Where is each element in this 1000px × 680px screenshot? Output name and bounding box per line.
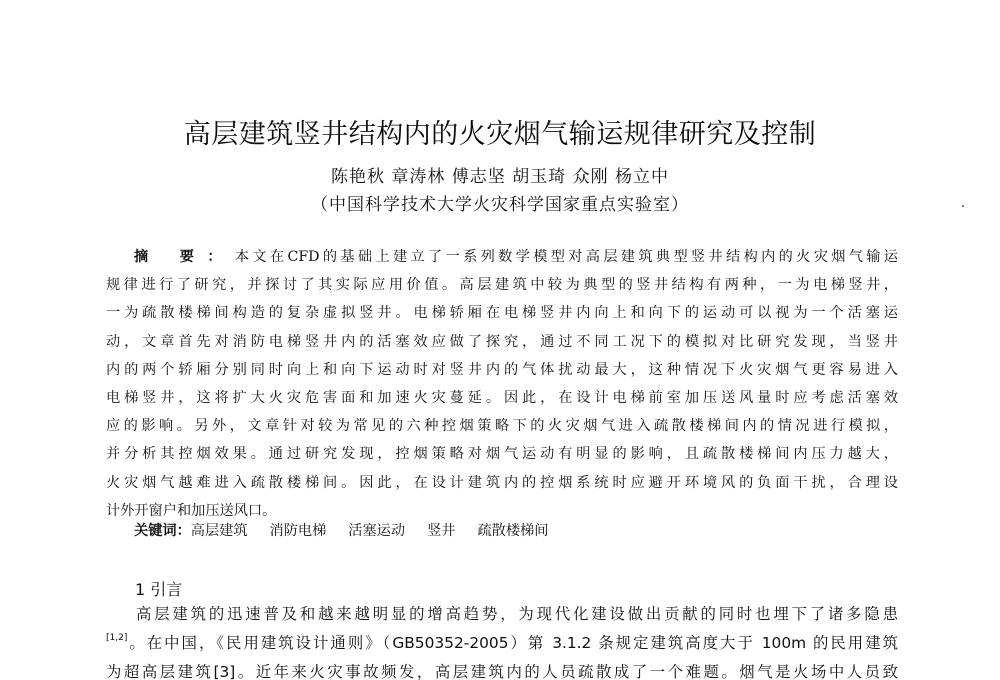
author-list: 陈艳秋 章涛林 傅志坚 胡玉琦 众刚 杨立中 xyxy=(330,167,670,187)
scan-speck xyxy=(962,205,964,207)
citation-ref: [1,2] xyxy=(106,633,128,643)
abstract-line: 并分析其控烟效果。通过研究发现，控烟策略对烟气运动有明显的影响，且疏散楼梯间内压力越大， xyxy=(106,446,898,463)
keyword-item: 消防电梯 xyxy=(269,523,327,539)
abstract-line: 规律进行了研究，并探讨了其实际应用价值。高层建筑中较为典型的竖井结构有两种，一为电梯竖井， xyxy=(106,277,898,294)
introduction-paragraph xyxy=(106,600,898,680)
body-line xyxy=(106,629,898,658)
abstract-block xyxy=(106,243,898,525)
paper-title: 高层建筑竖井结构内的火灾烟气输运规律研究及控制 xyxy=(183,119,817,150)
abstract-label: 摘 要： xyxy=(134,249,235,265)
abstract-line: 火灾烟气越难进入疏散楼梯间。因此，在设计建筑内的控烟系统时应避开环境风的负面干扰，合理设 xyxy=(106,474,898,491)
keyword-item: 疏散楼梯间 xyxy=(477,523,549,539)
author-affiliation: （中国科学技术大学火灾科学国家重点实验室） xyxy=(311,195,689,215)
keywords-label: 关键词： xyxy=(134,523,191,539)
abstract-line xyxy=(106,243,898,271)
body-line: 为超高层建筑[3]。近年来火灾事故频发，高层建筑内的人员疏散成了一个难题。烟气是火场中人员致 xyxy=(106,663,898,680)
abstract-line-text: 本文在CFD的基础上建立了一系列数学模型对高层建筑典型竖井结构内的火灾烟气输运 xyxy=(234,249,898,265)
abstract-line: 计外开窗户和加压送风口。 xyxy=(106,502,277,519)
keyword-item: 活塞运动 xyxy=(348,523,406,539)
body-line-text: 。在中国，《民用建筑设计通则》（GB50352-2005）第 3.1.2 条规定建筑高度大于 100m 的民用建筑 xyxy=(127,634,898,652)
keyword-item: 高层建筑 xyxy=(190,523,248,539)
abstract-line: 应的影响。另外，文章针对较为常见的六种控烟策略下的火灾烟气进入疏散楼梯间内的情况进行模拟， xyxy=(106,418,898,435)
section-heading: 1 引言 xyxy=(135,580,183,599)
abstract-line: 动，文章首先对消防电梯竖井内的活塞效应做了探究，通过不同工况下的模拟对比研究发现，当竖井 xyxy=(106,333,898,350)
keyword-item: 竖井 xyxy=(427,523,456,539)
body-line: 高层建筑的迅速普及和越来越明显的增高趋势，为现代化建设做出贡献的同时也埋下了诸多隐患 xyxy=(136,605,898,623)
abstract-line: 电梯竖井，这将扩大火灾危害面和加速火灾蔓延。因此，在设计电梯前室加压送风量时应考虑活塞效 xyxy=(106,389,898,406)
abstract-line: 内的两个轿厢分别同时向上和向下运动时对竖井内的气体扰动最大，这种情况下火灾烟气更容易进入 xyxy=(106,361,898,378)
keywords-line xyxy=(134,520,570,540)
abstract-line: 一为疏散楼梯间构造的复杂虚拟竖井。电梯轿厢在电梯竖井内向上和向下的运动可以视为一个活塞运 xyxy=(106,305,898,322)
